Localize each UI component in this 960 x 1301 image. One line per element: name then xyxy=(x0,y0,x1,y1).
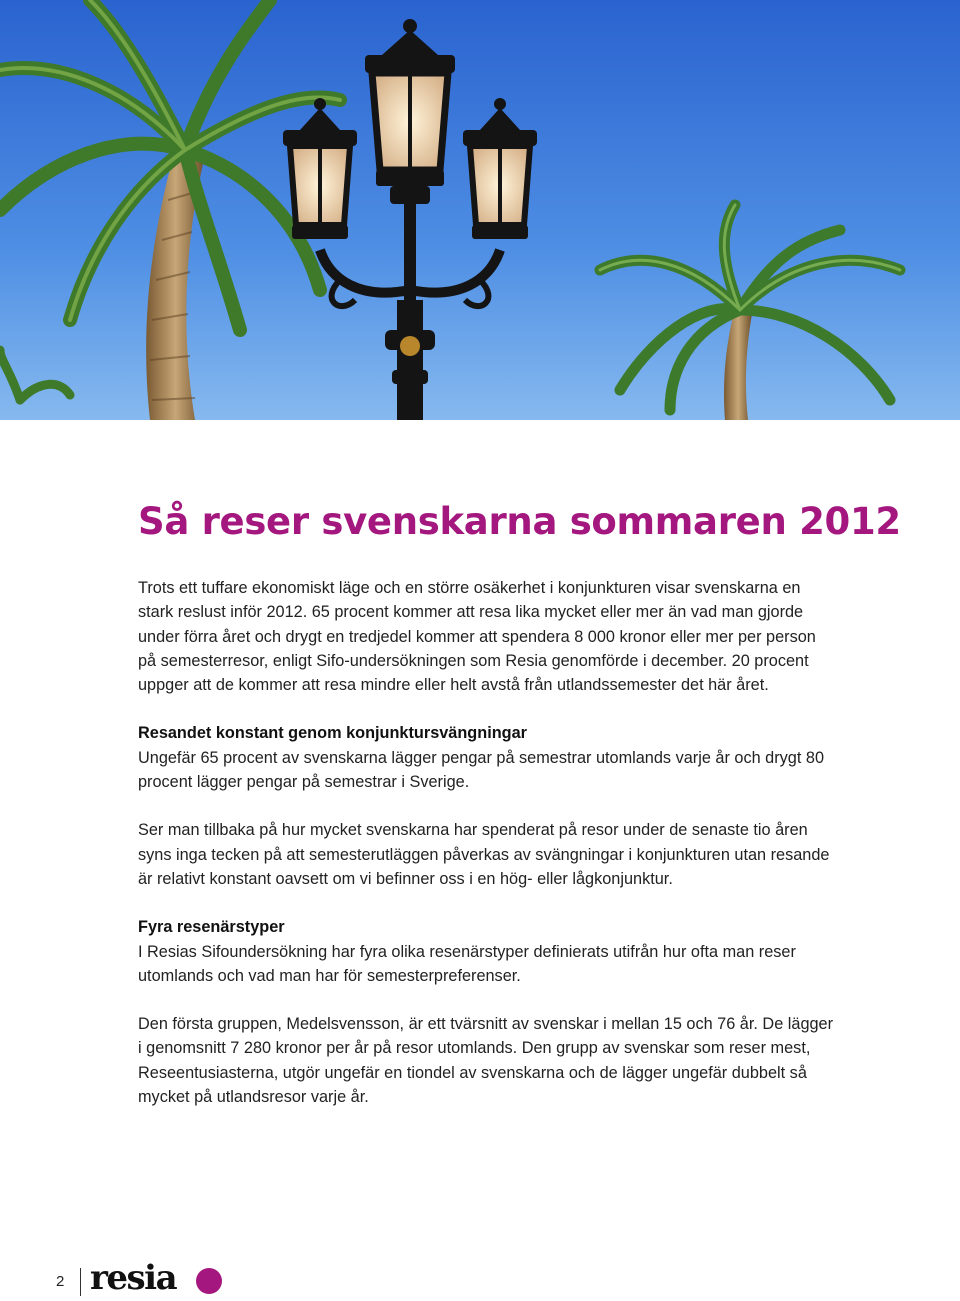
footer-divider xyxy=(80,1268,81,1296)
section1-paragraph-2: Ser man tillbaka på hur mycket svenskarna har spenderat på resor under de senaste tio åren syns inga tecken på att semesterutläggen påverkas av svängningar i konjunkturen utan resande är relativt konstant oavsett om vi befinner oss i en hög- eller lågkonjunktur. xyxy=(138,821,830,888)
resia-logo: resia xyxy=(90,1258,177,1298)
section2-paragraph-2: Den första gruppen, Medelsvensson, är ett tvärsnitt av svenskar i mellan 15 och 76 år. De lägger i genomsnitt 7 280 kronor per år på resor utomlands. Den grupp av svenskar som reser mest, Reseentusiasterna, utgör ungefär en tiondel av svenskarna och de lägger ungefär dubbelt så mycket på utlandsresor varje år. xyxy=(138,1015,834,1107)
page-footer xyxy=(56,1258,296,1300)
intro-paragraph: Trots ett tuffare ekonomiskt läge och en större osäkerhet i konjunkturen visar svenskarna en stark reslust inför 2012. 65 procent kommer att resa lika mycket eller mer än vad man gjorde under förra året och drygt en tredjedel kommer att spendera 8 000 kronor eller mer per person på semesterresor, enligt Sifo-undersökningen som Resia genomförde i december. 20 procent uppger att de kommer att resa mindre eller helt avstå från utlandssemester det här året. xyxy=(138,579,816,695)
article xyxy=(138,498,901,1133)
section-heading-resandet: Resandet konstant genom konjunktursvängningar xyxy=(138,724,527,743)
page-number: 2 xyxy=(56,1273,65,1290)
section2-paragraph-1: I Resias Sifoundersökning har fyra olika resenärstyper definierats utifrån hur ofta man reser utomlands och vad man har för semesterpreferenser. xyxy=(138,942,796,985)
page-title: Så reser svenskarna sommaren 2012 xyxy=(138,500,901,543)
hero-photo xyxy=(0,0,960,420)
section-heading-resenarstyper: Fyra resenärstyper xyxy=(138,918,285,937)
palm-lamppost-illustration xyxy=(0,0,960,420)
section1-paragraph-1: Ungefär 65 procent av svenskarna lägger pengar på semestrar utomlands varje år och drygt 80 procent lägger pengar på semestrar i Sverige. xyxy=(138,748,824,792)
logo-dot-icon xyxy=(196,1268,222,1294)
